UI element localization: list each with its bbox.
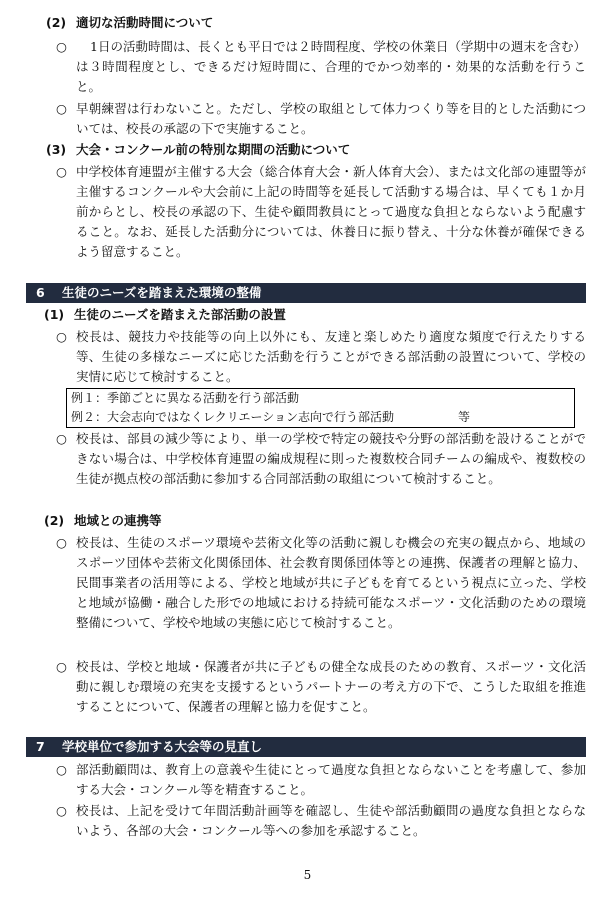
bullet-circle-icon: ○ bbox=[56, 39, 67, 54]
heading-title: 適切な活動時間について bbox=[76, 15, 214, 30]
paragraph: 1日の活動時間は、長くとも平日では２時間程度、学校の休業日（学期中の週末を含む）は３時間程度とし、できるだけ短時間に、合理的でかつ効率的・効果的な活動を行うこと。 bbox=[76, 39, 586, 94]
paragraph: 校長は、学校と地域・保護者が共に子どもの健全な成長のための教育、スポーツ・文化活動に親しむ環境の充実を支援するというパートナーの考え方の下で、こうした取組を推進することについて、保護者の理解と協力を促すこと。 bbox=[76, 659, 586, 714]
examples-box bbox=[66, 388, 575, 428]
bullet-circle-icon: ○ bbox=[56, 803, 67, 818]
example-line: 例１：季節ごとに異なる活動を行う部活動 bbox=[71, 391, 300, 405]
paragraph: 早朝練習は行わないこと。ただし、学校の取組として体力つくり等を目的とした活動については、校長の承認の下で実施すること。 bbox=[76, 101, 586, 136]
heading-community bbox=[44, 512, 162, 530]
section-header-7 bbox=[26, 737, 586, 757]
bullet-circle-icon: ○ bbox=[56, 762, 67, 777]
heading-title: 大会・コンクール前の特別な期間の活動について bbox=[76, 142, 351, 157]
section-number: 7 bbox=[36, 739, 45, 754]
paragraph: 校長は、部員の減少等により、単一の学校で特定の競技や分野の部活動を設けることができない場合は、中学校体育連盟の編成規程に則った複数校合同チームの編成や、複数校の生徒が拠点校の部活動に参加する合同部活動の取組について検討すること。 bbox=[76, 431, 586, 486]
heading-pre-competition bbox=[46, 141, 350, 159]
example-suffix: 等 bbox=[458, 410, 471, 424]
paragraph: 部活動顧問は、教育上の意義や生徒にとって過度な負担とならないことを考慮して、参加する大会・コンクール等を精査すること。 bbox=[76, 762, 586, 797]
bullet-circle-icon: ○ bbox=[56, 431, 67, 446]
heading-number: (1) bbox=[44, 307, 65, 322]
heading-title: 生徒のニーズを踏まえた部活動の設置 bbox=[74, 307, 286, 322]
section-title: 生徒のニーズを踏まえた環境の整備 bbox=[62, 285, 262, 300]
example-line: 例２：大会志向ではなくレクリエーション志向で行う部活動 等 bbox=[71, 410, 471, 424]
bullet-circle-icon: ○ bbox=[56, 101, 67, 116]
heading-activity-time bbox=[46, 14, 213, 32]
bullet-circle-icon: ○ bbox=[56, 659, 67, 674]
section-title: 学校単位で参加する大会等の見直し bbox=[62, 739, 263, 754]
page-number: 5 bbox=[303, 868, 312, 882]
bullet-circle-icon: ○ bbox=[56, 329, 67, 344]
heading-number: (2) bbox=[46, 15, 67, 30]
section-number: 6 bbox=[36, 285, 45, 300]
paragraph: 校長は、競技力や技能等の向上以外にも、友達と楽しめたり適度な頻度で行えたりする等、生徒の多様なニーズに応じた活動を行うことができる部活動の設置について、学校の実情に応じて検討すること。 bbox=[76, 329, 586, 384]
paragraph: 校長は、生徒のスポーツ環境や芸術文化等の活動に親しむ機会の充実の観点から、地域のスポーツ団体や芸術文化関係団体、社会教育関係団体等との連携、保護者の理解と協力、民間事業者の活用等による、学校と地域が共に子どもを育てるという視点に立った、学校と地域が協働・融合した形での地域における持続可能なスポーツ・文化活動のための環境整備について、学校や地域の実態に応じて検討すること。 bbox=[76, 535, 586, 630]
bullet-circle-icon: ○ bbox=[56, 535, 67, 550]
section-header-6 bbox=[26, 283, 586, 303]
bullet-circle-icon: ○ bbox=[56, 164, 67, 179]
heading-number: (3) bbox=[46, 142, 67, 157]
heading-title: 地域との連携等 bbox=[74, 513, 162, 528]
heading-club-setup bbox=[44, 306, 286, 324]
heading-number: (2) bbox=[44, 513, 65, 528]
paragraph: 校長は、上記を受けて年間活動計画等を確認し、生徒や部活動顧問の過度な負担とならないよう、各部の大会・コンクール等への参加を承認すること。 bbox=[76, 803, 586, 838]
paragraph: 中学校体育連盟が主催する大会（総合体育大会・新人体育大会）、または文化部の連盟等が主催するコンクールや大会前に上記の時間等を延長して活動する場合は、早くても１か月前からとし、校長の承認の下、生徒や顧問教員にとって過度な負担とならないよう配慮すること。なお、延長した活動分については、休養日に振り替え、十分な休養が確保できるよう留意すること。 bbox=[76, 164, 586, 259]
